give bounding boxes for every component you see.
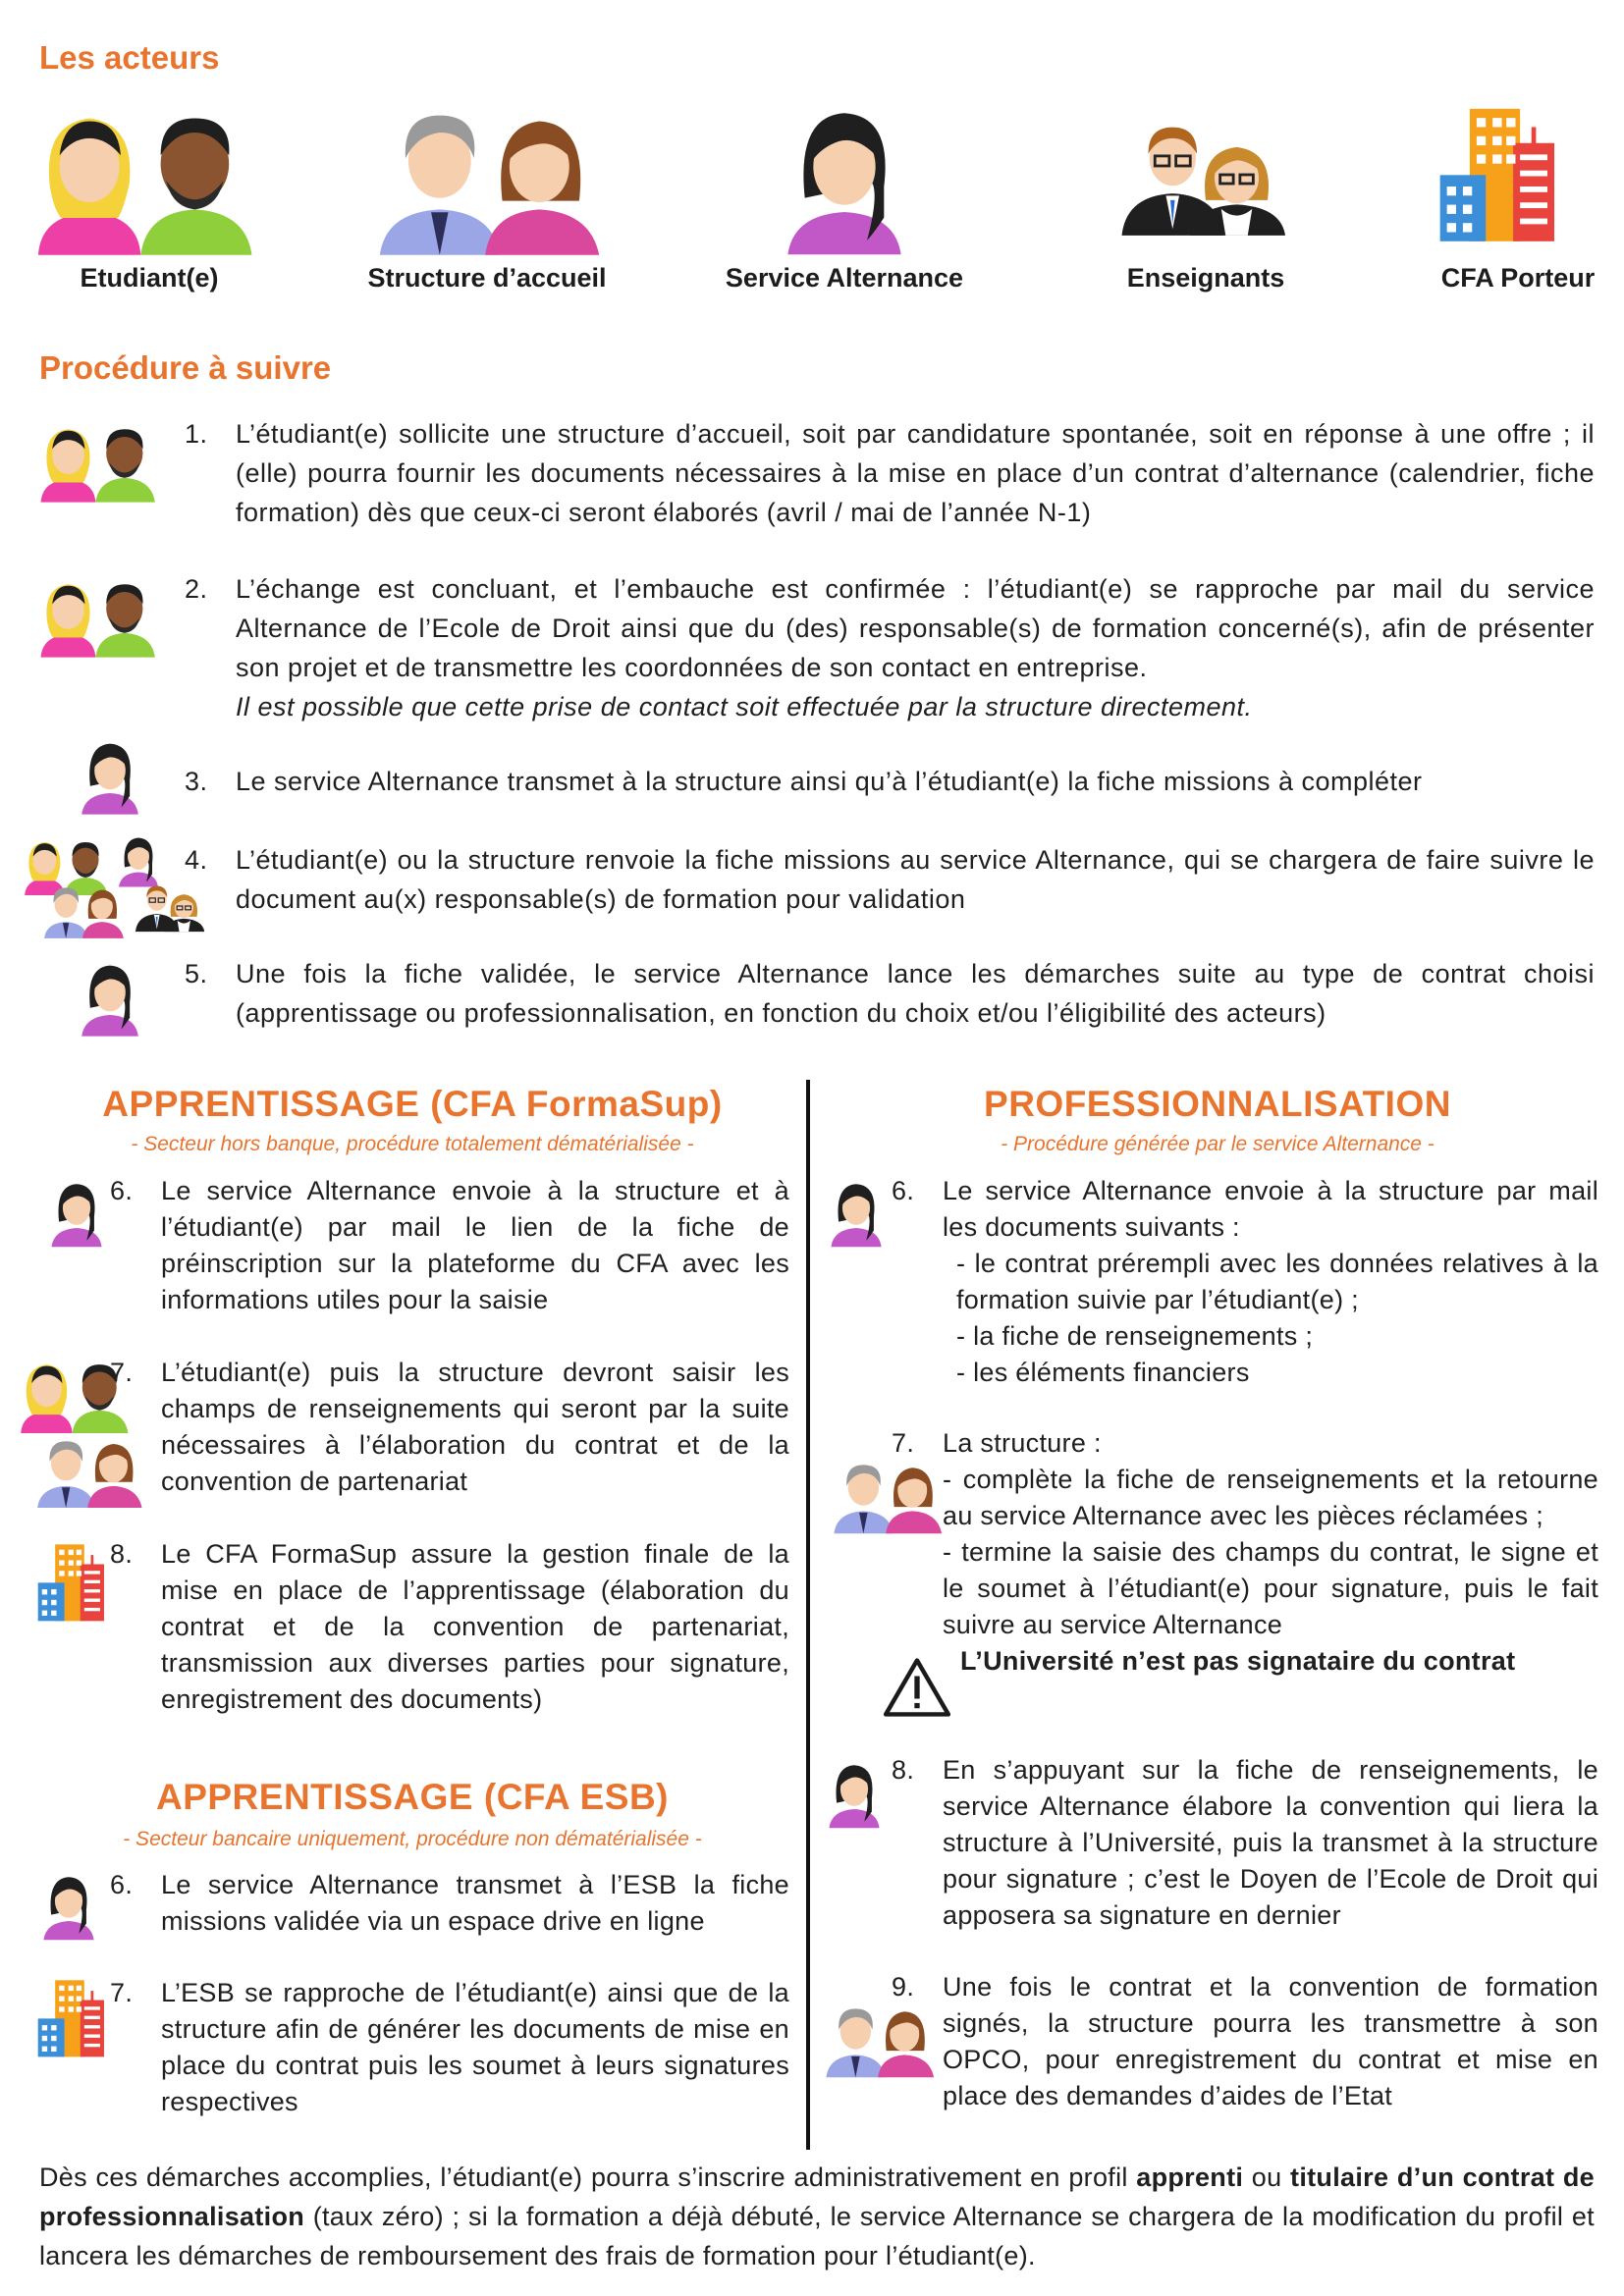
students-icon (39, 418, 161, 503)
final-bold-contrat: titulaire d’un contrat de professionnalisation (39, 2163, 1595, 2231)
formasup-step-8 (110, 1536, 789, 1718)
step-number: 8. (892, 1755, 915, 1785)
actor-label-structure: Structure d’accueil (367, 263, 607, 293)
pro-subtitle: - Procédure générée par le service Alternance - (1001, 1133, 1435, 1155)
step-note: Il est possible que cette prise de contact soit effectuée par la structure directement. (236, 692, 1253, 721)
step-number: 6. (892, 1176, 915, 1205)
formasup-title: APPRENTISSAGE (CFA FormaSup) (102, 1084, 723, 1124)
pro-step-8 (892, 1752, 1598, 1934)
alternance-service-icon (774, 98, 915, 255)
step-item: - le contrat prérempli avec les données relatives à la formation suivie par l’étudiant(e) ; (956, 1249, 1598, 1314)
alternance-service-icon (45, 1174, 108, 1251)
step-item: - termine la saisie des champs du contrat, le signe et le soumet à l’étudiant(e) pour signature, puis le fait suivre au service Alternance (943, 1537, 1598, 1639)
step-3 (185, 762, 1595, 801)
formasup-step-6 (110, 1173, 789, 1318)
teachers-icon (1117, 96, 1294, 253)
students-icon (35, 98, 263, 255)
step-number: 6. (110, 1176, 134, 1205)
esb-subtitle: - Secteur bancaire uniquement, procédure non dématérialisée - (123, 1828, 702, 1850)
step-text: Une fois le contrat et la convention de formation signés, la structure pourra les transmettre à son OPCO, pour enregistrement du contrat et mise en place des demandes d’aides de l’Etat (943, 1972, 1598, 2110)
step-number: 7. (110, 1358, 134, 1387)
pro-title: PROFESSIONNALISATION (984, 1084, 1451, 1124)
pro-step-7 (892, 1425, 1598, 1680)
warning-text: L’Université n’est pas signataire du contrat (960, 1646, 1516, 1676)
step-number: 7. (892, 1428, 915, 1458)
step-text: L’échange est concluant, et l’embauche est confirmée : l’étudiant(e) se rapproche par mail du service Alternance de l’Ecole de Droit ainsi que du (des) responsable(s) de formation concerné(s), afin de présenter son projet et de transmettre les coordonnées de son contact en entreprise. (236, 574, 1595, 682)
step-1 (185, 414, 1595, 532)
procedure-title: Procédure à suivre (39, 349, 332, 386)
step-number: 4. (185, 845, 208, 875)
step-text: Le service Alternance transmet à la structure ainsi qu’à l’étudiant(e) la fiche missions à compléter (236, 767, 1423, 796)
alternance-service-icon (825, 1174, 888, 1251)
alternance-service-icon (75, 736, 145, 815)
step-4 (185, 840, 1595, 919)
step-number: 2. (185, 574, 208, 604)
step-number: 7. (110, 1978, 134, 2007)
step-number: 9. (892, 1972, 915, 2002)
step-2 (185, 569, 1595, 726)
final-text: ou (1243, 2163, 1291, 2192)
step-number: 1. (185, 419, 208, 449)
step-number: 5. (185, 959, 208, 988)
students-icon (39, 573, 161, 658)
final-text: Dès ces démarches accomplies, l’étudiant(e) pourra s’inscrire administrativement en profil (39, 2163, 1137, 2192)
column-divider (806, 1080, 810, 2150)
step-intro: Le service Alternance envoie à la structure par mail les documents suivants : (943, 1176, 1598, 1242)
alternance-service-icon (75, 958, 145, 1037)
step-item: - la fiche de renseignements ; (956, 1321, 1314, 1351)
step-5 (185, 954, 1595, 1033)
formasup-subtitle: - Secteur hors banque, procédure totalement dématérialisée - (131, 1133, 694, 1155)
host-structure-icon (377, 98, 605, 255)
step-text: Le service Alternance transmet à l’ESB la fiche missions validée via un espace drive en ligne (161, 1870, 789, 1936)
esb-title: APPRENTISSAGE (CFA ESB) (155, 1777, 670, 1817)
step-intro: La structure : (943, 1428, 1102, 1458)
step-number: 8. (110, 1539, 134, 1569)
alternance-service-icon (823, 1755, 886, 1832)
actors-title: Les acteurs (39, 39, 220, 76)
pro-step-6 (892, 1173, 1598, 1391)
step-text: L’ESB se rapproche de l’étudiant(e) ainsi que de la structure afin de générer les documents de mise en place du contrat puis les soumet à leurs signatures respectives (161, 1978, 789, 2116)
alternance-service-icon (37, 1867, 100, 1944)
formasup-step-7 (110, 1355, 789, 1500)
step-text: En s’appuyant sur la fiche de renseignements, le service Alternance élabore la convention qui liera la structure à l’Université, puis la transmet à la structure pour signature ; c’est le Doyen de l’Ecole de Droit qui apposera sa signature en dernier (943, 1755, 1598, 1930)
step-text: Une fois la fiche validée, le service Alternance lance les démarches suite au type de contrat choisi (apprentissage ou professionnalisation, en fonction du choix et/ou l’éligibilité des acteurs) (236, 959, 1595, 1028)
final-bold-apprenti: apprenti (1136, 2163, 1244, 2192)
step-item: - les éléments financiers (956, 1358, 1250, 1387)
host-structure-icon (43, 881, 126, 938)
final-text: (taux zéro) ; si la formation a déjà débuté, le service Alternance se chargera de la modification du profil et lancera les démarches de remboursement des frais de formation pour l’étudiant(e). (39, 2202, 1595, 2270)
cfa-building-icon (35, 1541, 108, 1622)
final-paragraph (39, 2158, 1595, 2275)
actor-label-cfa: CFA Porteur (1440, 263, 1596, 293)
step-text: Le CFA FormaSup assure la gestion finale de la mise en place de l’apprentissage (élaboration du contrat et de la convention de partenariat, transmission aux diverses parties pour signature, enregistrement des documents) (161, 1539, 789, 1714)
esb-step-7 (110, 1975, 789, 2120)
esb-step-6 (110, 1867, 789, 1940)
actor-label-service: Service Alternance (725, 263, 964, 293)
step-text: L’étudiant(e) puis la structure devront saisir les champs de renseignements qui seront par la suite nécessaires à l’élaboration du contrat et de la convention de partenariat (161, 1358, 789, 1496)
step-number: 6. (110, 1870, 134, 1899)
cfa-building-icon (35, 1977, 108, 2057)
step-item: - complète la fiche de renseignements et la retourne au service Alternance avec les pièces réclamées ; (943, 1465, 1598, 1530)
step-text: L’étudiant(e) ou la structure renvoie la fiche missions au service Alternance, qui se chargera de faire suivre le document au(x) responsable(s) de formation pour validation (236, 845, 1595, 914)
pro-step-9 (892, 1969, 1598, 2114)
cfa-building-icon (1435, 92, 1561, 253)
actor-label-student: Etudiant(e) (80, 263, 219, 293)
step-number: 3. (185, 767, 208, 796)
step-text: L’étudiant(e) sollicite une structure d’accueil, soit par candidature spontanée, soit en réponse à une offre ; il (elle) pourra fournir les documents nécessaires à la mise en place d’un contrat d’alternance (calendrier, fiche formation) dès que ceux-ci seront élaborés (avril / mai de l’année N-1) (236, 419, 1595, 527)
step-text: Le service Alternance envoie à la structure et à l’étudiant(e) par mail le lien de la fiche de préinscription sur la plateforme du CFA avec les informations utiles pour la saisie (161, 1176, 789, 1314)
warning-icon (882, 1657, 952, 1718)
actor-label-teachers: Enseignants (1126, 263, 1285, 293)
